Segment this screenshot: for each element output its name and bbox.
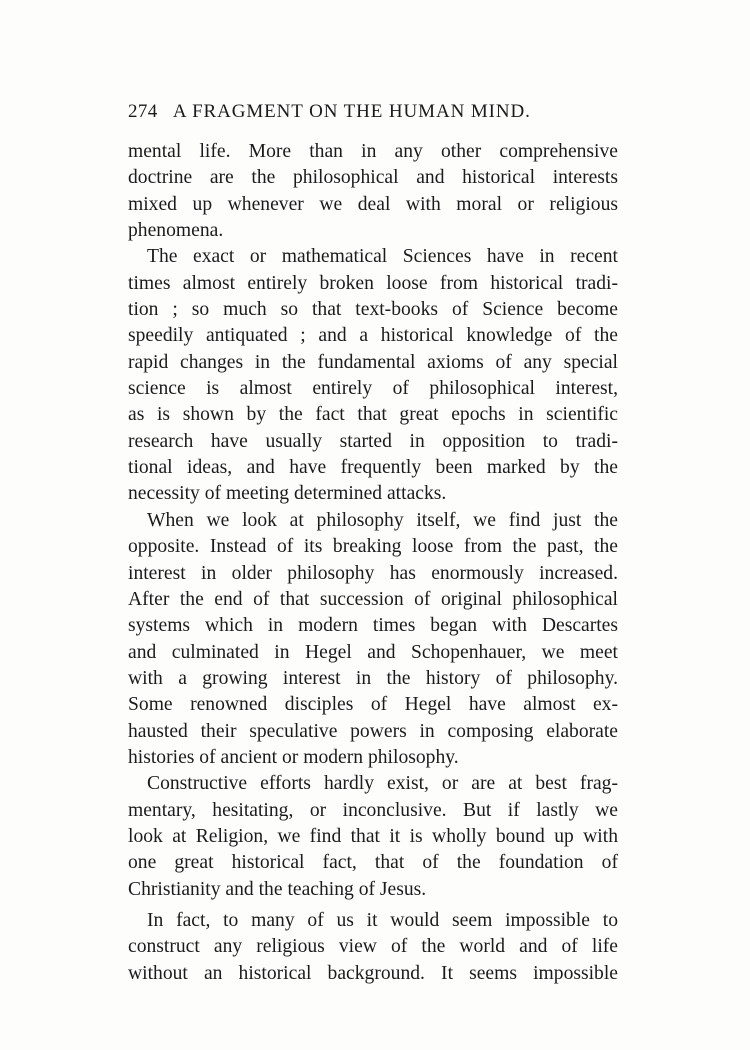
text-line: Some renowned disciples of Hegel have almost ex- xyxy=(128,694,618,716)
text-line: opposite. Instead of its breaking loose from the past, the xyxy=(128,536,618,558)
paragraph-5 xyxy=(128,908,618,987)
text-line: research have usually started in opposition to tradi- xyxy=(128,430,618,452)
text-line: and culminated in Hegel and Schopenhauer, we meet xyxy=(128,641,618,663)
text-line: times almost entirely broken loose from historical tradi- xyxy=(128,272,618,294)
text-line: with a growing interest in the history of philosophy. xyxy=(128,667,618,689)
body-text xyxy=(128,139,618,987)
text-line: necessity of meeting determined attacks. xyxy=(128,483,447,505)
text-line: The exact or mathematical Sciences have in recent xyxy=(147,246,618,268)
running-title: A FRAGMENT ON THE HUMAN MIND. xyxy=(172,101,531,122)
text-line: speedily antiquated ; and a historical knowledge of the xyxy=(128,325,618,347)
text-line: without an historical background. It seems impossible xyxy=(128,962,618,984)
text-line: When we look at philosophy itself, we find just the xyxy=(147,509,618,531)
text-line: rapid changes in the fundamental axioms of any special xyxy=(128,351,618,373)
text-line: mentary, hesitating, or inconclusive. But if lastly we xyxy=(128,799,618,821)
text-line: mixed up whenever we deal with moral or religious xyxy=(128,193,618,215)
paragraph-1 xyxy=(128,139,618,244)
text-line: look at Religion, we find that it is wholly bound up with xyxy=(128,825,618,847)
text-line: science is almost entirely of philosophical interest, xyxy=(128,378,618,400)
text-line: systems which in modern times began with Descartes xyxy=(128,615,618,637)
text-line: as is shown by the fact that great epochs in scientific xyxy=(128,404,618,426)
text-line: doctrine are the philosophical and historical interests xyxy=(128,167,618,189)
text-line: tion ; so much so that text-books of Science become xyxy=(128,299,618,321)
text-line: hausted their speculative powers in composing elaborate xyxy=(128,720,618,742)
text-line: After the end of that succession of original philosophical xyxy=(128,588,618,610)
paragraph-2 xyxy=(128,244,618,507)
text-line: one great historical fact, that of the foundation of xyxy=(128,852,618,874)
paragraph-4 xyxy=(128,771,618,903)
text-line: interest in older philosophy has enormously increased. xyxy=(128,562,618,584)
paragraph-3 xyxy=(128,508,618,771)
text-line: tional ideas, and have frequently been marked by the xyxy=(128,457,618,479)
text-line: histories of ancient or modern philosophy. xyxy=(128,746,459,768)
text-line: Christianity and the teaching of Jesus. xyxy=(128,878,427,900)
text-line: Constructive efforts hardly exist, or are at best frag- xyxy=(147,773,618,795)
text-line: construct any religious view of the world and of life xyxy=(128,936,618,958)
page-header xyxy=(128,101,618,127)
page-number: 274 xyxy=(128,101,158,122)
text-line: phenomena. xyxy=(128,220,224,242)
text-line: mental life. More than in any other comprehensive xyxy=(128,141,618,162)
text-line: In fact, to many of us it would seem impossible to xyxy=(147,909,618,931)
